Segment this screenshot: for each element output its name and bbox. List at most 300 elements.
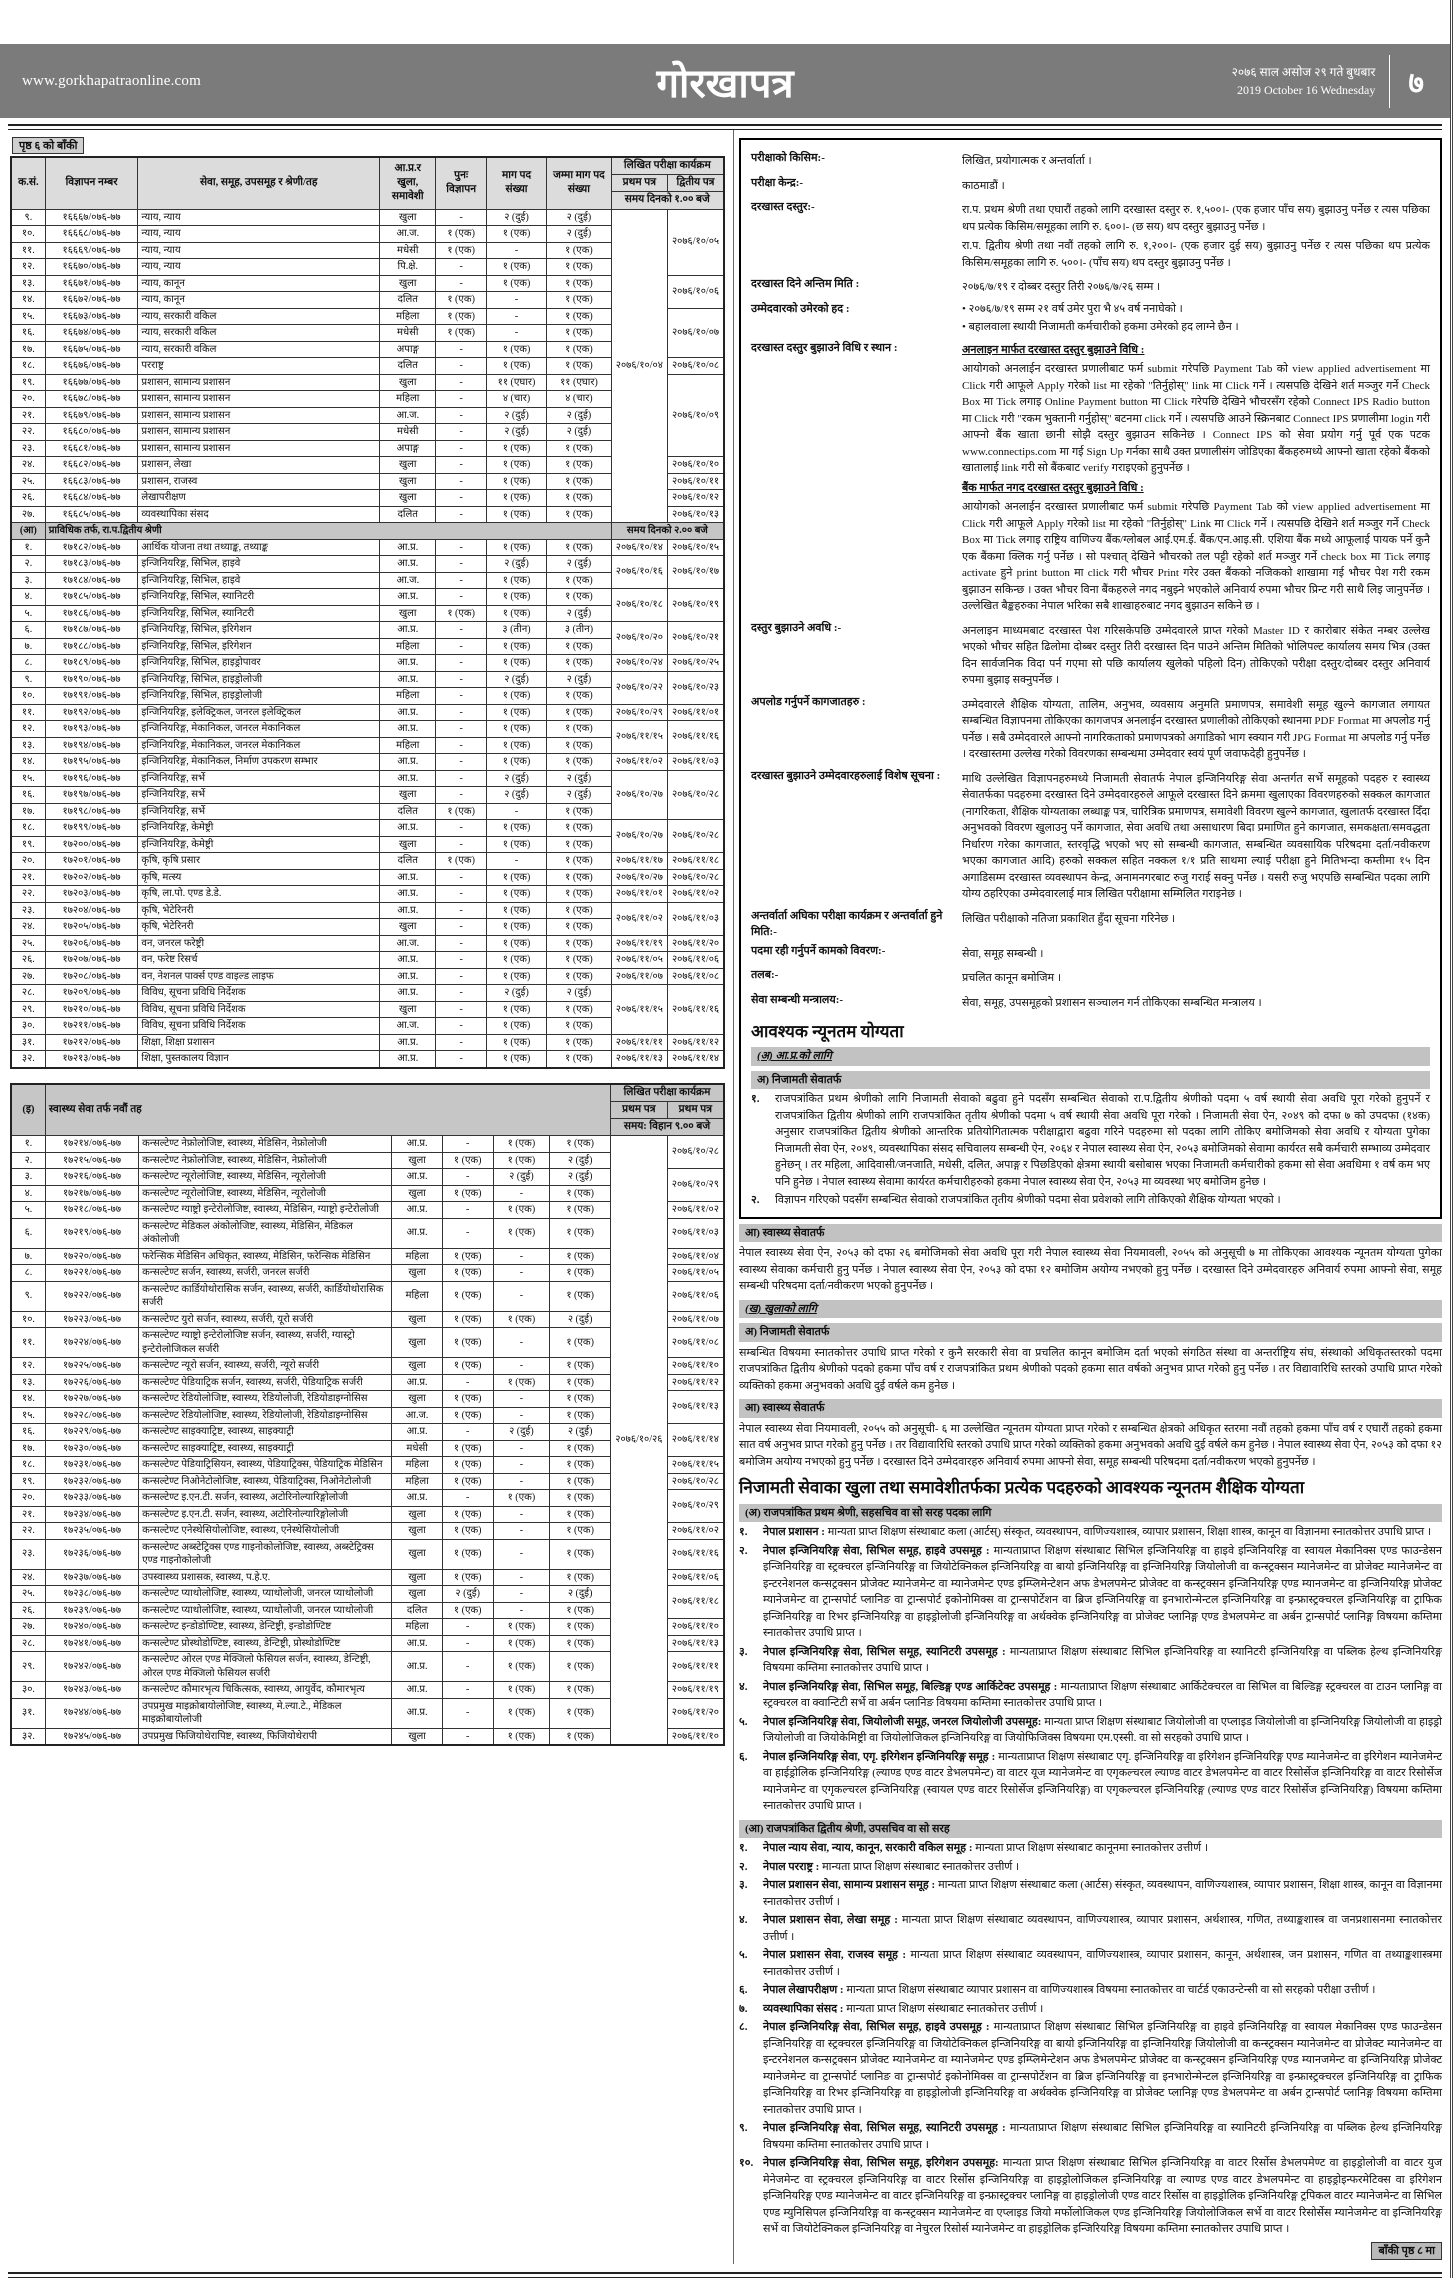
cell: - [442, 1136, 493, 1153]
table-row [11, 869, 724, 886]
cell: १७१८८/०७६-७७ [45, 638, 138, 655]
cell: २०७६/१०/२८ [668, 820, 724, 853]
cell: इन्जिनियरिङ्ग, सर्भे [138, 787, 380, 804]
list-number: ६. [739, 1984, 748, 1996]
info-text: प्रचलित कानून बमोजिम । [962, 972, 1062, 984]
cell: १७२४५/०७६-७७ [45, 1728, 138, 1745]
list-number: २. [739, 1544, 748, 1557]
cell: १७२४२/०७६-७७ [45, 1652, 138, 1682]
cell: २ (दुई) [486, 209, 546, 226]
cell: इन्जिनियरिङ्ग, सिभिल, स्यानिटरी [138, 605, 380, 622]
cell: २१. [11, 1506, 45, 1523]
cell: १३. [11, 737, 45, 754]
cell: १ (एक) [486, 968, 546, 985]
cell: कृषि, कृषि प्रसार [138, 853, 380, 870]
cell: २०७६/११/१५ [667, 1457, 724, 1474]
info-label: परीक्षाको किसिम:- [751, 152, 825, 164]
cell: - [442, 1635, 493, 1652]
cell: २०७६/१०/२१ [668, 622, 724, 655]
cell: ९. [11, 671, 45, 688]
masthead-title: गोरखापत्र [656, 60, 794, 106]
cell: प्रशासन, राजस्व [138, 473, 380, 490]
continued-to-tag: बाँकी पृष्ठ ८ मा [1371, 2242, 1442, 2261]
table-row [11, 704, 724, 721]
cell: १७१९९/०७६-७७ [45, 820, 138, 837]
cell: २०७६/११/०१ [668, 704, 724, 721]
cell: परराष्ट्र [138, 358, 380, 375]
section-title: निजामती सेवाका खुला तथा समावेशीतर्फका प्रत्येक पदहरुको आवश्यक न्यूनतम शैक्षिक योग्यता [739, 1478, 1305, 1498]
cell: २०७६/१०/२६ [611, 1136, 668, 1746]
cell: आर्थिक योजना तथा तथ्याङ्क, तथ्याङ्क [138, 539, 380, 556]
cell: न्याय, सरकारी वकिल [138, 308, 380, 325]
cell: १ (एक) [550, 1457, 611, 1474]
cell: महिला [380, 737, 436, 754]
info-value [962, 992, 1430, 1015]
cell: आ.प्र. [380, 721, 436, 738]
cell: १ (एक) [486, 952, 546, 969]
cell: शिक्षा, पुस्तकालय विज्ञान [138, 1051, 380, 1068]
list-number: ४. [739, 1914, 748, 1926]
body-paragraph: नेपाल स्वास्थ्य सेवा नियमावली, २०५५ को अनुसूची- ६ मा उल्लेखित न्यूनतम योग्यता प्राप्त गरेको र सम्बन्धित क्षेत्रको अधिकृत स्तरमा नवौं तहको हकमा पाँच वर्ष र एघारौं तहको हकमा सात वर्ष अनुभव प्राप्त गरेको हुनु पर्नेछ । तर विद्यावारिधि स्तरको उपाधि प्राप्त गरेको व्यक्तिको हकमा अनुभवको अवधि दुई वर्षले कम हुनेछ । नेपाल स्वास्थ्य सेवा ऐन, २०५३ को दफा १२ बमोजिम अयोग्य नभएको हुनु पर्नेछ । दरखास्त दिने उम्मेदवारहरु अनिवार्य रुपमा आफ्नो सेवा, समूह सम्बन्धी परिषदमा दर्ता/नवीकरण भएको हुनुपर्नेछ । [739, 1422, 1442, 1468]
cell: १२. [11, 259, 45, 276]
cell: १७२४३/०७६-७७ [45, 1682, 138, 1699]
cell: २८. [11, 1635, 45, 1652]
cell: १९. [11, 1473, 45, 1490]
info-item [751, 908, 1430, 941]
cell: १ (एक) [486, 655, 546, 672]
cell: १ (एक) [547, 275, 611, 292]
cell: कृषि, मत्स्य [138, 869, 380, 886]
cell: खुला [380, 919, 436, 936]
info-label: अपलोड गर्नुपर्ने कागजातहरु : [751, 695, 866, 708]
list-number: १. [739, 1842, 748, 1854]
cell: १ (एक) [486, 275, 546, 292]
cell: महिला [392, 1619, 443, 1636]
cell: ३. [11, 572, 45, 589]
info-text: रा.प. द्वितीय श्रेणी तथा नवौं तहको लागि रु. १,२००।- (एक हजार दुई सय) बुझाउनु पर्नेछ र त्यस पछिका थप प्रत्येक किसिम/समूहका लागि रु. ५००।- (पाँच सय) थप दस्तुर बुझाउनु पर्नेछ । [962, 240, 1430, 269]
cell: २०७६/१०/२९ [611, 704, 667, 721]
cell: २०७६/११/१३ [667, 1391, 724, 1424]
cell: दलित [380, 506, 436, 523]
cell: १ (एक) [550, 1602, 611, 1619]
cell: १ (एक) [550, 1218, 611, 1248]
cell: २०७६/११/०७ [611, 968, 667, 985]
cell: ३ (तीन) [486, 622, 546, 639]
cell: १ (एक) [486, 358, 546, 375]
cell: १ (एक) [550, 1328, 611, 1358]
cell: आ.प्र. [392, 1169, 443, 1186]
cell: १७२१३/०७६-७७ [45, 1051, 138, 1068]
cell: २ (दुई) [547, 424, 611, 441]
cell: महिला [392, 1473, 443, 1490]
cell: कन्सल्टेण्ट न्यूरोलोजिष्ट, स्वास्थ्य, मेडिसिन, न्यूरोलोजी [139, 1185, 392, 1202]
cell: २ (दुई) [486, 556, 546, 573]
cell: १७१९५/०७६-७७ [45, 754, 138, 771]
cell: कन्सल्टेण्ट निओनेटोलोजिष्ट, स्वास्थ्य, पेडियाट्रिक्स, निओनेटोलोजी [139, 1473, 392, 1490]
cell: - [436, 259, 486, 276]
cell: २०. [11, 1490, 45, 1507]
cell: १६६८४/०७६-७७ [45, 490, 138, 507]
cell: - [436, 341, 486, 358]
vacancy-tables-column [10, 136, 725, 2260]
cell: मधेसी [380, 242, 436, 259]
cell: महिला [380, 308, 436, 325]
cell: २०७६/११/१६ [668, 985, 724, 1035]
cell: १ (एक) [547, 325, 611, 342]
cell: १७१९८/०७६-७७ [45, 803, 138, 820]
cell: खुला [392, 1358, 443, 1375]
cell: - [493, 1539, 550, 1569]
cell: २०७६/११/०६ [667, 1569, 724, 1586]
cell: कन्सल्टेण्ट नेफ्रोलोजिष्ट, स्वास्थ्य, मेडिसिन, नेफ्रोलोजी [139, 1152, 392, 1169]
cell: - [493, 1473, 550, 1490]
cell: खुला [392, 1152, 443, 1169]
cell: - [442, 1202, 493, 1219]
list-item [739, 2155, 1442, 2238]
list-item [739, 1859, 1442, 1876]
cell: - [493, 1281, 550, 1311]
cell: १ (एक) [547, 803, 611, 820]
cell: १ (एक) [547, 919, 611, 936]
cell: १७१९३/०७६-७७ [45, 721, 138, 738]
cell: कन्सल्टेण्ट युरो सर्जन, स्वास्थ्य, सर्जरी, यूरो सर्जरी [139, 1311, 392, 1328]
list-text: नेपाल इन्जिनियरिङ्ग सेवा, सिभिल समूह, बिल्डिङ्ग एण्ड आर्किटेक्ट उपसमूह : मान्यताप्राप्त शिक्षण संस्थाबाट आर्किटेक्चरल वा सिभिल वा बिल्डिङ्ग स्ट्रक्चरल वा टाउन प्लानिङ्ग वा स्ट्रक्चरल वा क्वान्टिटी सर्भे वा अर्बन प्लानिङ विषयमा कम्तिमा स्नातकोत्तर उपाधि प्राप्त । [763, 1680, 1442, 1709]
info-value [962, 620, 1430, 692]
cell: २०७६/१०/११ [668, 473, 724, 490]
notice-text-column [725, 136, 1442, 2260]
info-text: २०७६/७/१९ र दोब्बर दस्तुर तिरी २०७६/७/२६ सम्म । [962, 281, 1161, 293]
header-cell: द्वितीय पत्र [668, 175, 724, 192]
cell: १ (एक) [442, 1328, 493, 1358]
cell: कृषि, भेटेरिनरी [138, 902, 380, 919]
cell: २१. [11, 407, 45, 424]
cell: १ (एक) [493, 1490, 550, 1507]
header-cell: स्वास्थ्य सेवा तर्फ नवौं तह [45, 1084, 610, 1136]
cell: कन्सल्टेण्ट न्यूरोलोजिष्ट, स्वास्थ्य, मेडिसिन, न्यूरोलोजी [139, 1169, 392, 1186]
cell: १७२०२/०७६-७७ [45, 869, 138, 886]
cell: कन्सल्टेण्ट साइक्याट्रिष्ट, स्वास्थ्य, साइक्याट्री [139, 1424, 392, 1441]
cell: १७. [11, 803, 45, 820]
cell: ३१. [11, 1034, 45, 1051]
cell: १७२४०/०७६-७७ [45, 1619, 138, 1636]
header-cell: समय दिनको १.०० बजे [611, 192, 724, 209]
table-row [11, 523, 724, 540]
cell: २ (दुई) [547, 209, 611, 226]
cell: - [436, 440, 486, 457]
cell: १ (एक) [547, 490, 611, 507]
cell: ३२. [11, 1728, 45, 1745]
cell: १ (एक) [436, 803, 486, 820]
section-heading: आ) स्वास्थ्य सेवातर्फ [739, 1399, 1442, 1418]
cell: प्रशासन, सामान्य प्रशासन [138, 374, 380, 391]
cell: १ (एक) [442, 1440, 493, 1457]
cell: २०७६/११/१८ [667, 1586, 724, 1619]
qualification-sections [739, 1224, 1442, 2238]
cell: आ.प्र. [380, 556, 436, 573]
cell: १६६८२/०७६-७७ [45, 457, 138, 474]
cell: २०७६/११/०३ [668, 902, 724, 935]
cell: १ (एक) [442, 1391, 493, 1408]
header-cell: विज्ञापन नम्बर [45, 157, 138, 209]
cell: इन्जिनियरिङ्ग, केमेष्ट्री [138, 820, 380, 837]
info-value [962, 340, 1430, 618]
list-item [739, 2120, 1442, 2153]
cell: २०७६/११/०७ [667, 1311, 724, 1328]
cell: २ (दुई) [547, 787, 611, 804]
cell: महिला [392, 1248, 443, 1265]
cell: आ.प्र. [380, 1051, 436, 1068]
cell: २०७६/१०/०४ [611, 209, 667, 523]
website-url[interactable]: www.gorkhapatraonline.com [22, 72, 201, 89]
cell: इन्जिनियरिङ्ग, सर्भे [138, 803, 380, 820]
cell: १७२३५/०७६-७७ [45, 1523, 138, 1540]
list-text: विज्ञापन गरिएको पदसँग सम्बन्धित सेवाको राजपत्रांकित तृतीय श्रेणीको पदमा सेवा प्रवेशको लागि तोकिएको शैक्षिक योग्यता भएको । [775, 1194, 1281, 1207]
cell: ११. [11, 1328, 45, 1358]
cell: कन्सल्टेण्ट न्यूरो सर्जन, स्वास्थ्य, सर्जरी, न्यूरो सर्जरी [139, 1358, 392, 1375]
footer-rule [8, 2272, 1442, 2278]
cell: १ (एक) [436, 853, 486, 870]
cell: १ (एक) [550, 1619, 611, 1636]
cell: मधेसी [380, 424, 436, 441]
section-title: आवश्यक न्यूनतम योग्यता [751, 1022, 904, 1041]
cell: कन्सल्टेण्ट मेडिकल अंकोलोजिष्ट, स्वास्थ्य, मेडिसिन, मेडिकल अंकोलोजी [139, 1218, 392, 1248]
cell: ३०. [11, 1018, 45, 1035]
list-text: नेपाल इन्जिनियरिङ्ग सेवा, सिभिल समूह, इरिगेशन उपसमूह: मान्यता प्राप्त शिक्षण संस्थाबाट सिभिल इन्जिनियरिङ्ग वा वाटर रिर्सोस डेभलपमेण्ट वा हाइड्रोलोजी वा वाटर युज मेनेजमेन्ट वा स्ट्रक्चरल इन्जिनियरिङ्ग वा वाटर रिर्सोस इन्जिनियरिङ्ग वा हाइड्रोलोजिकल इन्जिनियरिङ्ग वा ल्याण्ड एण्ड वाटर डेभलपमेन्ट वा हाइड्रोइन्फरमेटिक्स वा इरिगेशन इन्जिनियरिङ्ग एण्ड म्यानेजमेन्ट वा वाटर इन्जिनियरिङ्ग वा इन्फ्रास्ट्रक्चर प्लानिङ्ग वा हाइड्रोलोजी एण्ड वाटर रिर्सोस वा हाइड्रोलिक इन्जिनियरिङ्ग ट्रपिकल वाटर म्यानेजमेन्ट वा सिभिल एण्ड म्युनिसिपल इन्जिनियरिङ्ग वा कन्स्ट्रक्सन म्यानेजमेन्ट वा एप्लाइड जियो मर्फोलोजिकल एण्ड इन्जिनियरिङ्ग जियोलोजिकल सर्भे वा वाटर रिसोर्सेस म्यानेजमेन्ट वा इन्जिनियरिङ्ग सर्भे वा जियोटेक्निकल इन्जिनियरिङ्ग वा नेचुरल रिसोर्स म्यानेजमेन्ट वा हाइड्रोलिक इन्जिरियरिङ्ग विषयमा कम्तिमा स्नातकोत्तर उपाधि प्राप्त । [763, 2157, 1442, 2235]
cell: मधेसी [380, 325, 436, 342]
cell: आ.प्र. [380, 671, 436, 688]
cell: - [486, 292, 546, 309]
section-heading: (ख) खुलाको लागि [739, 1300, 1442, 1319]
cell: इन्जिनियरिङ्ग, सिभिल, हाइवे [138, 572, 380, 589]
cell: २०. [11, 853, 45, 870]
cell: १ (एक) [547, 308, 611, 325]
cell: २०७६/११/०८ [668, 968, 724, 985]
cell: आ.ज. [380, 1018, 436, 1035]
cell: वन, जनरल फरेष्ट्री [138, 935, 380, 952]
cell: १ (एक) [442, 1265, 493, 1282]
cell: २ (दुई) [486, 424, 546, 441]
cell: २०७६/१०/२८ [668, 869, 724, 886]
cell: १६. [11, 325, 45, 342]
cell: २४. [11, 457, 45, 474]
cell: २ (दुई) [547, 770, 611, 787]
cell: २०७६/११/०२ [668, 886, 724, 903]
cell: २ (दुई) [550, 1586, 611, 1603]
cell: १७२३६/०७६-७७ [45, 1539, 138, 1569]
cell: १ (एक) [550, 1473, 611, 1490]
cell: - [442, 1728, 493, 1745]
cell: १ (एक) [486, 919, 546, 936]
cell: १ (एक) [442, 1602, 493, 1619]
cell: मधेसी [392, 1440, 443, 1457]
cell: १६६७८/०७६-७७ [45, 391, 138, 408]
cell: खुला [380, 374, 436, 391]
cell: २०७६/११/०८ [667, 1328, 724, 1358]
cell: १७२०८/०७६-७७ [45, 968, 138, 985]
cell: ७. [11, 638, 45, 655]
cell: २०७६/११/१९ [611, 935, 667, 952]
cell: १७२११/०७६-७७ [45, 1018, 138, 1035]
cell: २ (दुई) [486, 770, 546, 787]
info-text: काठमाडौं । [962, 179, 1005, 192]
cell: १ (एक) [547, 853, 611, 870]
cell: - [442, 1682, 493, 1699]
list-number: ५. [739, 1715, 748, 1728]
cell: १६६६९/०७६-७७ [45, 242, 138, 259]
cell: - [436, 539, 486, 556]
cell: २०७६/११/१० [667, 1728, 724, 1745]
cell: २०७६/११/११ [611, 1034, 667, 1051]
info-text: लिखित, प्रयोगात्मक र अन्तर्वार्ता । [962, 155, 1092, 167]
cell: - [436, 556, 486, 573]
cell: १६६७९/०७६-७७ [45, 407, 138, 424]
cell: २०७६/११/१५ [611, 985, 667, 1035]
cell: २७. [11, 968, 45, 985]
cell: २०७६/१०/२९ [667, 1169, 724, 1202]
cell: खुला [380, 787, 436, 804]
cell: २०. [11, 391, 45, 408]
cell: १७२२४/०७६-७७ [45, 1328, 138, 1358]
table-row [11, 655, 724, 672]
info-text: माथि उल्लेखित विज्ञापनहरुमध्ये निजामती सेवातर्फ नेपाल इन्जिनियरिङ्ग सेवा अन्तर्गत सर्भे समूहको पदहरु र स्वास्थ्य सेवातर्फका पदहरुमा दरखास्त दिने उम्मेदवारहरुले आफूले दरखास्त दिने क्रममा खुलाएका विवरणहरुको सक्कल कागजात (नागरिकता, शैक्षिक योग्यताका लब्धाङ्क पत्र, चारित्रिक प्रमाणपत्र, समावेशी विवरण खुल्ने कागजात, खुलातर्फ दरखास्त दिँदा अनुभवको विवरण खुलाउनु पर्ने कागजात, सेवा अवधि तथा असाधारण बिदा प्रमाणित हुने कागजात, समकक्षता/समवद्धता निर्धारण गरेका कागजात, स्तरवृद्धि भएको भए सो सम्बन्धी कागजात, सम्बन्धित व्यवसायिक परिषदमा दर्ता/नवीकरण भएका कागजात आदि) हरुको सक्कल सहित नक्कल १/१ प्रति साथमा ल्याई परीक्षा हुने मितिभन्दा कम्तीमा १५ दिन अगाडिसम्म दरखास्त व्यवस्थापन केन्द्र, अनामनगरबाट रुजु गराई सक्नु पर्नेछ । यसरी रुजु भएपछि सम्बन्धित पदका लागि योग्य ठहरिएका उम्मेदवारलाई मात्र लिखित परीक्षामा सम्मिलित गराइनेछ । [962, 772, 1430, 900]
table-row [11, 721, 724, 738]
cell: १ (एक) [547, 655, 611, 672]
cell: - [486, 325, 546, 342]
cell: १ (एक) [493, 1311, 550, 1328]
info-label: उम्मेदवारको उमेरको हद : [751, 302, 850, 315]
list-text: नेपाल इन्जिनियरिङ्ग सेवा, जियोलोजी समूह, जनरल जियोलोजी उपसमूह: मान्यता प्राप्त शिक्षण संस्थाबाट जियोलोजी वा एप्लाइड जियोलोजी वा इन्जिनियरिङ्ग जियोलोजी वा हाइड्रो जियोलोजी वा जियोकेमिष्ट्री वा जियोलोजिकल इन्जिनियरिङ्ग वा जियोफिजिक्स विषयमा एम.एस्सी. वा सो सरहको उपाधि प्राप्त । [763, 1715, 1442, 1744]
cell: १ (एक) [547, 358, 611, 375]
info-item [751, 175, 1430, 198]
cell: शिक्षा, शिक्षा प्रशासन [138, 1034, 380, 1051]
cell: १ (एक) [550, 1490, 611, 1507]
info-text: आयोगको अनलाईन दरखास्त प्रणालीबाट फर्म submit गरेपछि Payment Tab को view applied advertisement मा Click गरी आफूले Apply गरेको list मा रहेको "तिर्नुहोस्" link मा Click गर्ने । त्यसपछि देखिने शर्त मञ्जुर गर्ने Check Box मा Tick लगाइ Online Payment button मा Click गरेपछि देखिने भौचरसँग रहेको Connect IPS Radio button मा Click गरी "रकम भुक्तानी गर्नुहोस्" बटनमा click गर्ने । त्यसपछि आउने स्क्रिनबाट Connect IPS प्रणालीमा login गरी आफ्नो बैंक खाता छानी सोझै दस्तुर बुझाउन सकिनेछ । Connect IPS को सेवा प्रयोग गर्नु पूर्व एक पटक www.connectips.com मा गई Sign Up गर्नका साथै उक्त प्रणालीसंग जोडिएका बैंकहरुमध्ये आफ्नो खाता रहेको बैंकको खातालाई link गरी सो बैंकबाट verify गराइएको हुनुपर्नेछ । [962, 363, 1430, 474]
cell: १७२०४/०७६-७७ [45, 902, 138, 919]
info-value [962, 199, 1430, 274]
cell: १ (एक) [550, 1248, 611, 1265]
page-content [0, 130, 1450, 2264]
cell: - [442, 1698, 493, 1728]
list-item [739, 1644, 1442, 1677]
cell: १ (एक) [547, 506, 611, 523]
cell: १७२१२/०७६-७७ [45, 1034, 138, 1051]
list-item [739, 1947, 1442, 1980]
cell: १७. [11, 341, 45, 358]
cell: खुला [380, 605, 436, 622]
cell: खुला [392, 1185, 443, 1202]
cell: १७२०७/०७६-७७ [45, 952, 138, 969]
cell: २०७६/११/१७ [611, 853, 667, 870]
section-heading: अ) निजामती सेवातर्फ [739, 1323, 1442, 1342]
cell: १७२०३/०७६-७७ [45, 886, 138, 903]
list-number: २. [751, 1194, 760, 1207]
cell: आ.ज. [380, 572, 436, 589]
cell: २०७६/११/०६ [667, 1281, 724, 1311]
list-text: नेपाल प्रशासन सेवा, राजस्व समूह : मान्यता प्राप्त शिक्षण संस्थाबाट व्यवस्थापन, वाणिज्यशास्त्र, व्यापार प्रशासन, कानून, अर्थशास्त्र, जन प्रशासन, गणित वा तथ्याङ्कशास्त्रमा स्नातकोत्तर उत्तीर्ण । [763, 1949, 1442, 1978]
vacancy-table-health [10, 1083, 725, 1747]
cell: १ (एक) [442, 1569, 493, 1586]
list-item [739, 1679, 1442, 1712]
cell: २४. [11, 919, 45, 936]
cell: खुला [380, 1001, 436, 1018]
header-cell: माग पद संख्या [486, 157, 546, 209]
cell: खुला [380, 836, 436, 853]
cell: कन्सल्टेण्ट सर्जन, स्वास्थ्य, सर्जरी, जनरल सर्जरी [139, 1265, 392, 1282]
cell: १ (एक) [442, 1457, 493, 1474]
cell: १७१८५/०७६-७७ [45, 589, 138, 606]
cell: १ (एक) [493, 1619, 550, 1636]
cell: २६. [11, 490, 45, 507]
cell: १९. [11, 374, 45, 391]
cell: १ (एक) [547, 457, 611, 474]
cell: - [436, 473, 486, 490]
header-cell: प्रथम पत्र [611, 1101, 668, 1118]
cell: इन्जिनियरिङ्ग, मेकानिकल, जनरल मेकानिकल [138, 721, 380, 738]
list-number: ५. [739, 1949, 748, 1961]
cell: १ (एक) [550, 1569, 611, 1586]
header-cell: पुनः विज्ञापन [436, 157, 486, 209]
cell: २०७६/११/०४ [667, 1248, 724, 1265]
cell: - [436, 770, 486, 787]
header-cell: लिखित परीक्षा कार्यक्रम [611, 157, 724, 175]
cell: - [436, 721, 486, 738]
cell: - [493, 1586, 550, 1603]
cell: १ (एक) [547, 1001, 611, 1018]
table-row [11, 671, 724, 688]
cell: २५. [11, 935, 45, 952]
cell: इन्जिनियरिङ्ग, केमेष्ट्री [138, 836, 380, 853]
cell: १ (एक) [547, 638, 611, 655]
cell: आ.प्र. [380, 754, 436, 771]
cell: १ (एक) [550, 1358, 611, 1375]
cell: खुला [392, 1539, 443, 1569]
cell: आ.प्र. [392, 1652, 443, 1682]
cell: १ (एक) [486, 490, 546, 507]
cell: १७२१८/०७६-७७ [45, 1202, 138, 1219]
cell: ११. [11, 704, 45, 721]
cell: इन्जिनियरिङ्ग, सिभिल, हाइड्रोलोजी [138, 688, 380, 705]
cell: १ (एक) [442, 1506, 493, 1523]
cell: २०७६/१०/२२ [611, 671, 667, 704]
cell: २०७६/११/०३ [668, 754, 724, 771]
cell: २ (दुई) [550, 1169, 611, 1186]
cell: कृषि, ला.पो. एण्ड डे.डे. [138, 886, 380, 903]
cell: - [436, 572, 486, 589]
cell: इन्जिनियरिङ्ग, मेकानिकल, निर्माण उपकरण सम्भार [138, 754, 380, 771]
cell: २०७६/११/०३ [667, 1218, 724, 1248]
cell: २०७६/१०/०६ [668, 275, 724, 308]
cell: खुला [392, 1265, 443, 1282]
list-item [739, 1749, 1442, 1815]
cell: - [436, 836, 486, 853]
cell: १ (एक) [486, 226, 546, 243]
list-text: नेपाल न्याय सेवा, न्याय, कानून, सरकारी वकिल समूह : मान्यता प्राप्त शिक्षण संस्थाबाट कानूनमा स्नातकोत्तर उत्तीर्ण । [763, 1842, 1209, 1854]
cell: - [493, 1440, 550, 1457]
cell: आ.प्र. [380, 655, 436, 672]
cell: न्याय, न्याय [138, 209, 380, 226]
cell: ३२. [11, 1051, 45, 1068]
cell: १ (एक) [486, 341, 546, 358]
cell: २०७६/१०/०९ [668, 374, 724, 457]
cell: खुला [392, 1586, 443, 1603]
cell: २ (दुई) [547, 556, 611, 573]
cell: १ (एक) [486, 688, 546, 705]
cell: २०७६/१०/२७ [611, 820, 667, 853]
cell: १६६६८/०७६-७७ [45, 226, 138, 243]
exam-info-box [739, 138, 1442, 1219]
cell: - [436, 902, 486, 919]
cell: कन्सल्टेण्ट रेडियोलोजिष्ट, स्वास्थ्य, रेडियोलोजी, रेडियोडाइग्नोसिस [139, 1407, 392, 1424]
